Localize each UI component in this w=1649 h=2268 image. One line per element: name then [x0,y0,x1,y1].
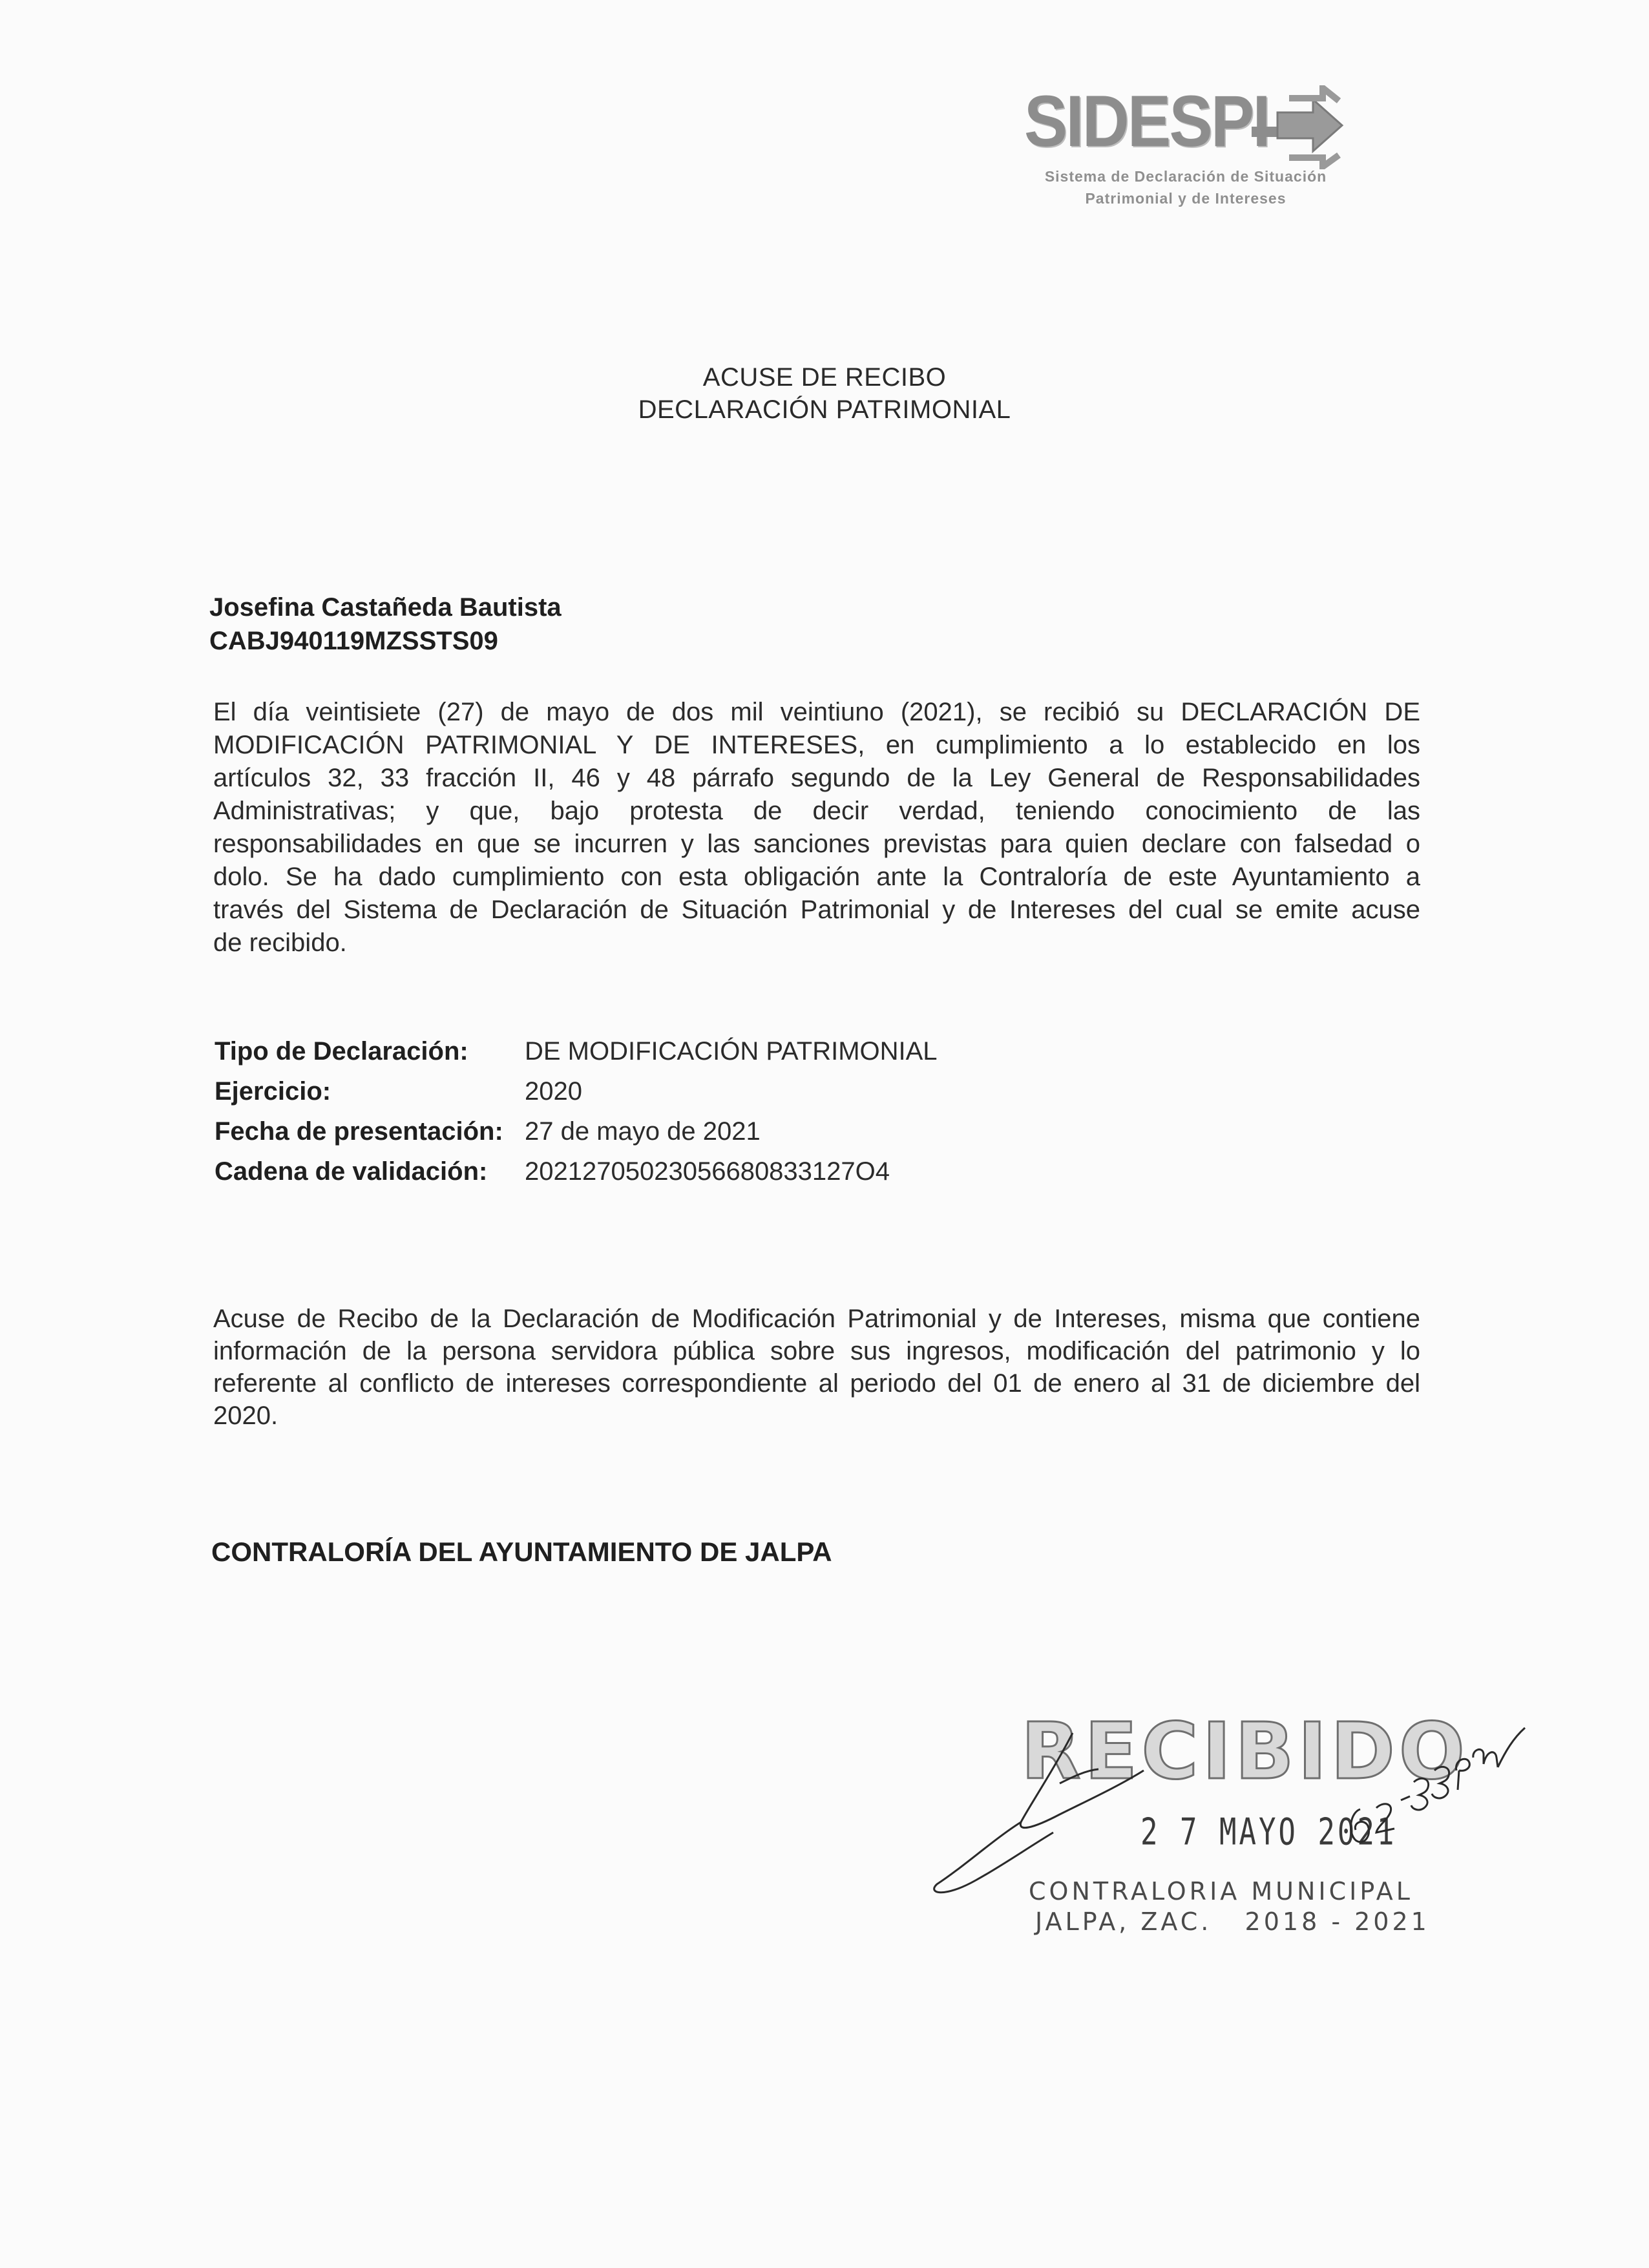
body-paragraph [213,696,1420,960]
stamp-date: 2 7 MAYO 2021 [1140,1811,1397,1854]
detail-value: DE MODIFICACIÓN PATRIMONIAL [525,1037,938,1066]
paragraph-line: referente al conflicto de intereses correspondiente al periodo del 01 de enero al 31 de diciembre del [213,1369,1420,1398]
stamp-org-line1: CONTRALORIA MUNICIPAL [1029,1877,1413,1906]
detail-label: Ejercicio: [215,1077,331,1106]
detail-value: 27 de mayo de 2021 [525,1117,761,1146]
logo-subtitle-line1: Sistema de Declaración de Situación [1044,168,1327,185]
paragraph-line: MODIFICACIÓN PATRIMONIAL Y DE INTERESES, en cumplimiento a lo establecido en los [213,731,1420,759]
arrow-icon [1252,85,1349,169]
sidespi-logo [1018,83,1354,212]
footer-organization: CONTRALORÍA DEL AYUNTAMIENTO DE JALPA [211,1537,832,1567]
document-title: ACUSE DE RECIBO [702,363,947,392]
paragraph-line: dolo. Se ha dado cumplimiento con esta obligación ante la Contraloría de este Ayuntamiento a [213,863,1420,891]
detail-label: Cadena de validación: [215,1157,488,1186]
logo-subtitle-line2: Patrimonial y de Intereses [1085,190,1287,207]
detail-value: 20212705023056680833127O4 [525,1157,890,1186]
paragraph-line: 2020. [213,1402,278,1430]
detail-value: 2020 [525,1077,582,1106]
handwritten-note [1351,1728,1525,1842]
declarant-name: Josefina Castañeda Bautista [209,593,562,622]
stamp-word: RECIBIDO [1021,1707,1469,1797]
detail-label: Tipo de Declaración: [215,1037,468,1066]
detail-label: Fecha de presentación: [215,1117,503,1146]
paragraph-line: información de la persona servidora pública sobre sus ingresos, modificación del patrimonio y lo [213,1337,1420,1365]
stamp-org-line2: JALPA, ZAC. 2018 - 2021 [1035,1907,1430,1936]
paragraph-line: de recibido. [213,929,347,957]
paragraph-line: Administrativas; y que, bajo protesta de decir verdad, teniendo conocimiento de las [213,797,1420,825]
handwritten-signature [924,1674,1544,1906]
declarant-rfc: CABJ940119MZSSTS09 [209,627,498,655]
closing-paragraph [213,1303,1420,1432]
paragraph-line: artículos 32, 33 fracción II, 46 y 48 párrafo segundo de la Ley General de Responsabilidades [213,764,1420,792]
document-subtitle: DECLARACIÓN PATRIMONIAL [638,395,1011,424]
logo-wordmark: SIDESPI [1024,81,1269,162]
paragraph-line: responsabilidades en que se incurren y las sanciones previstas para quien declare con falsedad o [213,830,1420,858]
paragraph-line: El día veintisiete (27) de mayo de dos mil veintiuno (2021), se recibió su DECLARACIÓN DE [213,698,1420,726]
paragraph-line: través del Sistema de Declaración de Situación Patrimonial y de Intereses del cual se emite acuse [213,896,1420,924]
paragraph-line: Acuse de Recibo de la Declaración de Modificación Patrimonial y de Intereses, misma que contiene [213,1305,1420,1333]
